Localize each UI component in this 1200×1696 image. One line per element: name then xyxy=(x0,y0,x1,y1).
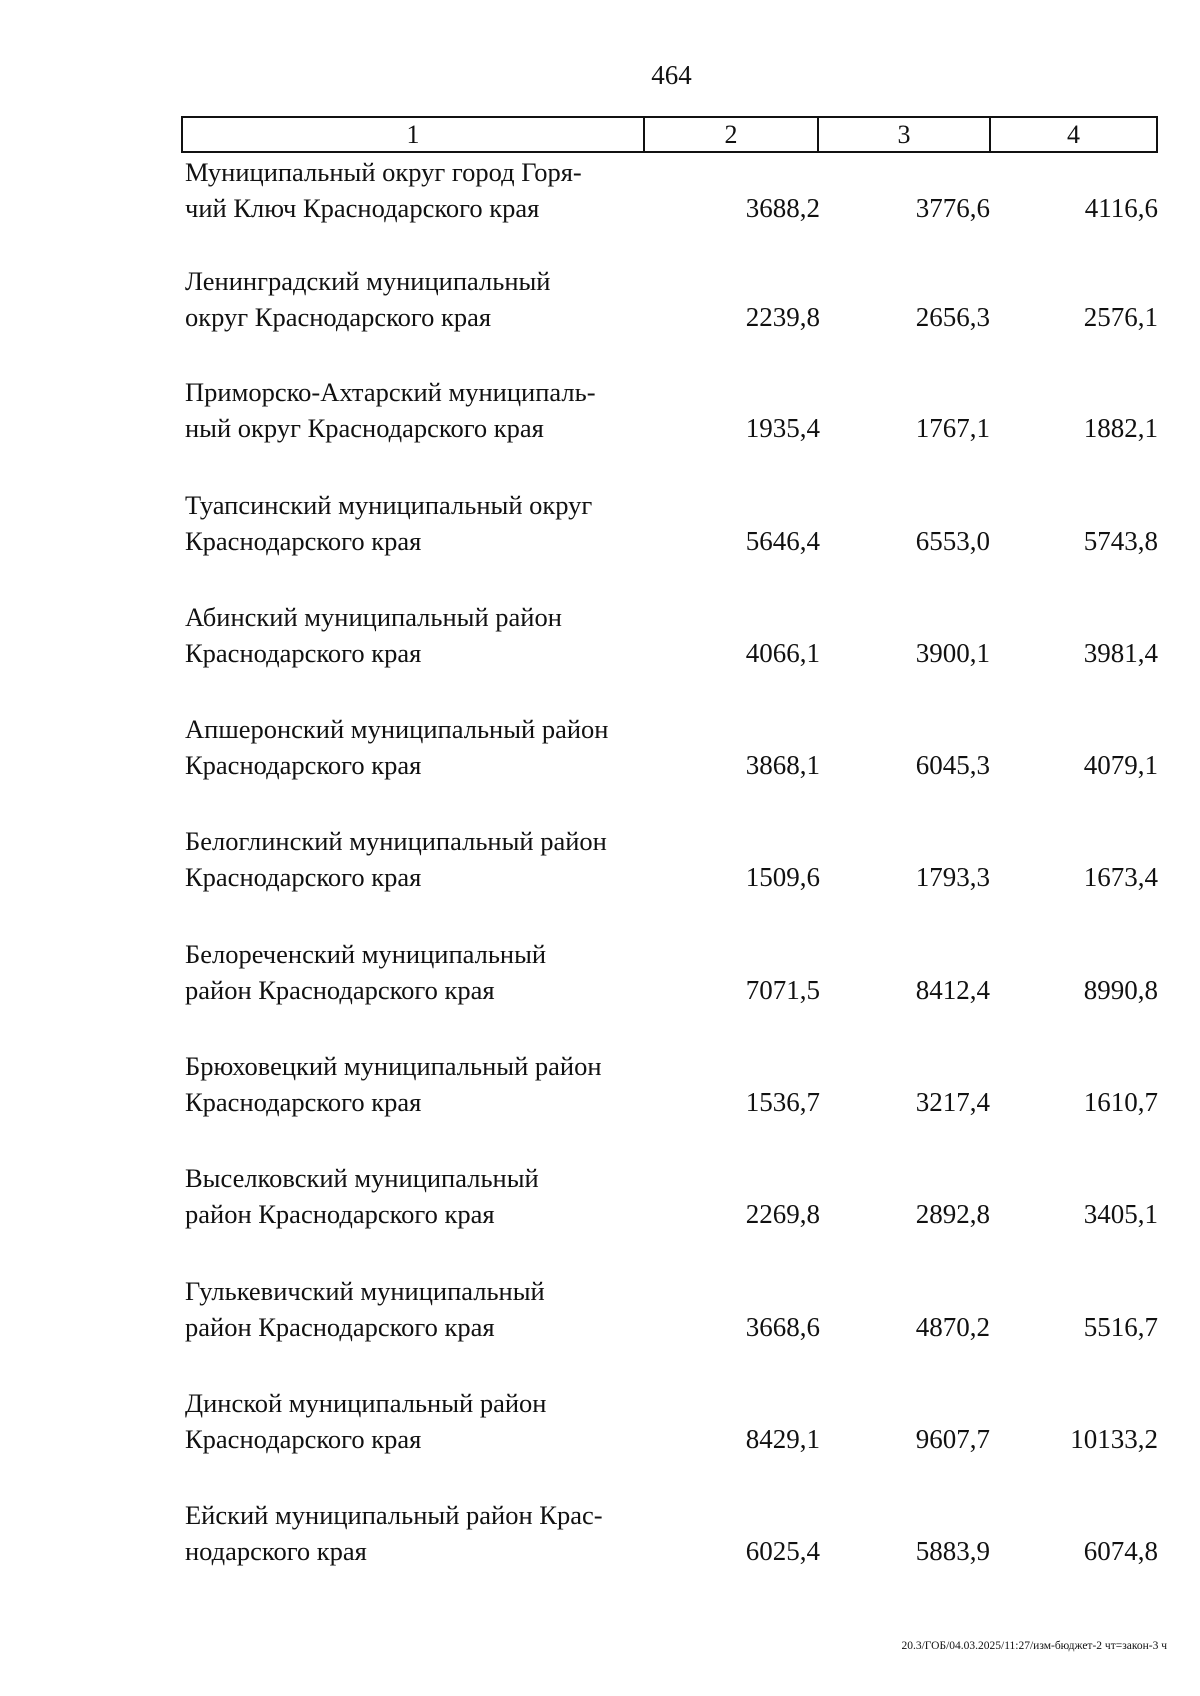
value-col-4: 8990,8 xyxy=(1083,975,1158,1005)
value-col-3: 2892,8 xyxy=(915,1199,990,1229)
municipality-name-line: округ Краснодарского края xyxy=(185,302,492,332)
value-col-2: 2239,8 xyxy=(745,302,820,332)
municipality-name xyxy=(185,1048,655,1120)
value-col-4: 10133,2 xyxy=(1070,1424,1158,1454)
value-col-2: 2269,8 xyxy=(745,1199,820,1229)
value-col-2: 1935,4 xyxy=(745,413,820,443)
municipality-name-line: Краснодарского края xyxy=(185,1424,422,1454)
table-row xyxy=(0,374,1200,454)
value-col-4: 1673,4 xyxy=(1083,862,1158,892)
municipality-name-line: район Краснодарского края xyxy=(185,975,495,1005)
value-col-3: 4870,2 xyxy=(915,1312,990,1342)
column-header-2: 2 xyxy=(645,118,819,151)
column-header-3: 3 xyxy=(819,118,991,151)
value-col-2: 1536,7 xyxy=(745,1087,820,1117)
municipality-name-line: Ленинградский муниципальный xyxy=(185,266,551,296)
column-header-1: 1 xyxy=(183,118,645,151)
value-col-4: 1610,7 xyxy=(1083,1087,1158,1117)
value-col-4: 3405,1 xyxy=(1083,1199,1158,1229)
value-col-3: 5883,9 xyxy=(915,1536,990,1566)
value-col-3: 3776,6 xyxy=(915,193,990,223)
value-col-3: 2656,3 xyxy=(915,302,990,332)
municipality-name-line: Белореченский муниципальный xyxy=(185,939,547,969)
value-col-4: 3981,4 xyxy=(1083,638,1158,668)
municipality-name-line: Краснодарского края xyxy=(185,750,422,780)
municipality-name xyxy=(185,154,655,226)
value-col-3: 8412,4 xyxy=(915,975,990,1005)
value-col-2: 4066,1 xyxy=(745,638,820,668)
municipality-name xyxy=(185,1160,655,1232)
value-col-2: 6025,4 xyxy=(745,1536,820,1566)
table-row xyxy=(0,154,1200,234)
municipality-name-line: ный округ Краснодарского края xyxy=(185,413,544,443)
municipality-name-line: район Краснодарского края xyxy=(185,1312,495,1342)
municipality-name-line: Абинский муниципальный район xyxy=(185,602,562,632)
table-row xyxy=(0,263,1200,343)
municipality-name-line: чий Ключ Краснодарского края xyxy=(185,193,540,223)
table-header xyxy=(181,116,1158,153)
municipality-name-line: нодарского края xyxy=(185,1536,367,1566)
municipality-name-line: Муниципальный округ город Горя- xyxy=(185,157,582,187)
value-col-3: 9607,7 xyxy=(915,1424,990,1454)
value-col-4: 5516,7 xyxy=(1083,1312,1158,1342)
municipality-name-line: Краснодарского края xyxy=(185,1087,422,1117)
municipality-name-line: район Краснодарского края xyxy=(185,1199,495,1229)
municipality-name xyxy=(185,374,655,446)
municipality-name-line: Динской муниципальный район xyxy=(185,1388,547,1418)
value-col-4: 1882,1 xyxy=(1083,413,1158,443)
municipality-name-line: Краснодарского края xyxy=(185,638,422,668)
municipality-name xyxy=(185,711,655,783)
value-col-2: 1509,6 xyxy=(745,862,820,892)
value-col-2: 3668,6 xyxy=(745,1312,820,1342)
table-row xyxy=(0,936,1200,1016)
municipality-name-line: Гулькевичский муниципальный xyxy=(185,1276,545,1306)
value-col-3: 6553,0 xyxy=(915,526,990,556)
municipality-name-line: Брюховецкий муниципальный район xyxy=(185,1051,602,1081)
municipality-name-line: Туапсинский муниципальный округ xyxy=(185,490,593,520)
municipality-name-line: Краснодарского края xyxy=(185,526,422,556)
table-row xyxy=(0,599,1200,679)
value-col-2: 3688,2 xyxy=(745,193,820,223)
table-row xyxy=(0,1385,1200,1465)
municipality-name-line: Белоглинский муниципальный район xyxy=(185,826,607,856)
value-col-4: 4079,1 xyxy=(1083,750,1158,780)
table-row xyxy=(0,823,1200,903)
municipality-name xyxy=(185,263,655,335)
municipality-name xyxy=(185,599,655,671)
value-col-2: 8429,1 xyxy=(745,1424,820,1454)
table-row xyxy=(0,1497,1200,1577)
municipality-name-line: Ейский муниципальный район Крас- xyxy=(185,1500,603,1530)
municipality-name xyxy=(185,1273,655,1345)
municipality-name-line: Выселковский муниципальный xyxy=(185,1163,539,1193)
column-header-4: 4 xyxy=(1067,120,1080,149)
value-col-3: 6045,3 xyxy=(915,750,990,780)
page-number: 464 xyxy=(651,60,692,90)
value-col-4: 2576,1 xyxy=(1083,302,1158,332)
value-col-3: 3217,4 xyxy=(915,1087,990,1117)
table-row xyxy=(0,711,1200,791)
table-row xyxy=(0,1160,1200,1240)
table-row xyxy=(0,1273,1200,1353)
value-col-3: 1793,3 xyxy=(915,862,990,892)
value-col-3: 1767,1 xyxy=(915,413,990,443)
value-col-3: 3900,1 xyxy=(915,638,990,668)
document-footer-code: 20.3/ГОБ/04.03.2025/11:27/изм-бюджет-2 чт=закон-3 ч xyxy=(901,1640,1167,1652)
municipality-name xyxy=(185,823,655,895)
value-col-2: 7071,5 xyxy=(745,975,820,1005)
municipality-name-line: Апшеронский муниципальный район xyxy=(185,714,609,744)
municipality-name xyxy=(185,1385,655,1457)
municipality-name-line: Приморско-Ахтарский муниципаль- xyxy=(185,377,596,407)
municipality-name-line: Краснодарского края xyxy=(185,862,422,892)
municipality-name xyxy=(185,487,655,559)
municipality-name xyxy=(185,1497,655,1569)
value-col-4: 6074,8 xyxy=(1083,1536,1158,1566)
value-col-4: 5743,8 xyxy=(1083,526,1158,556)
municipality-name xyxy=(185,936,655,1008)
value-col-2: 3868,1 xyxy=(745,750,820,780)
table-row xyxy=(0,487,1200,567)
value-col-2: 5646,4 xyxy=(745,526,820,556)
value-col-4: 4116,6 xyxy=(1084,193,1158,223)
table-row xyxy=(0,1048,1200,1128)
